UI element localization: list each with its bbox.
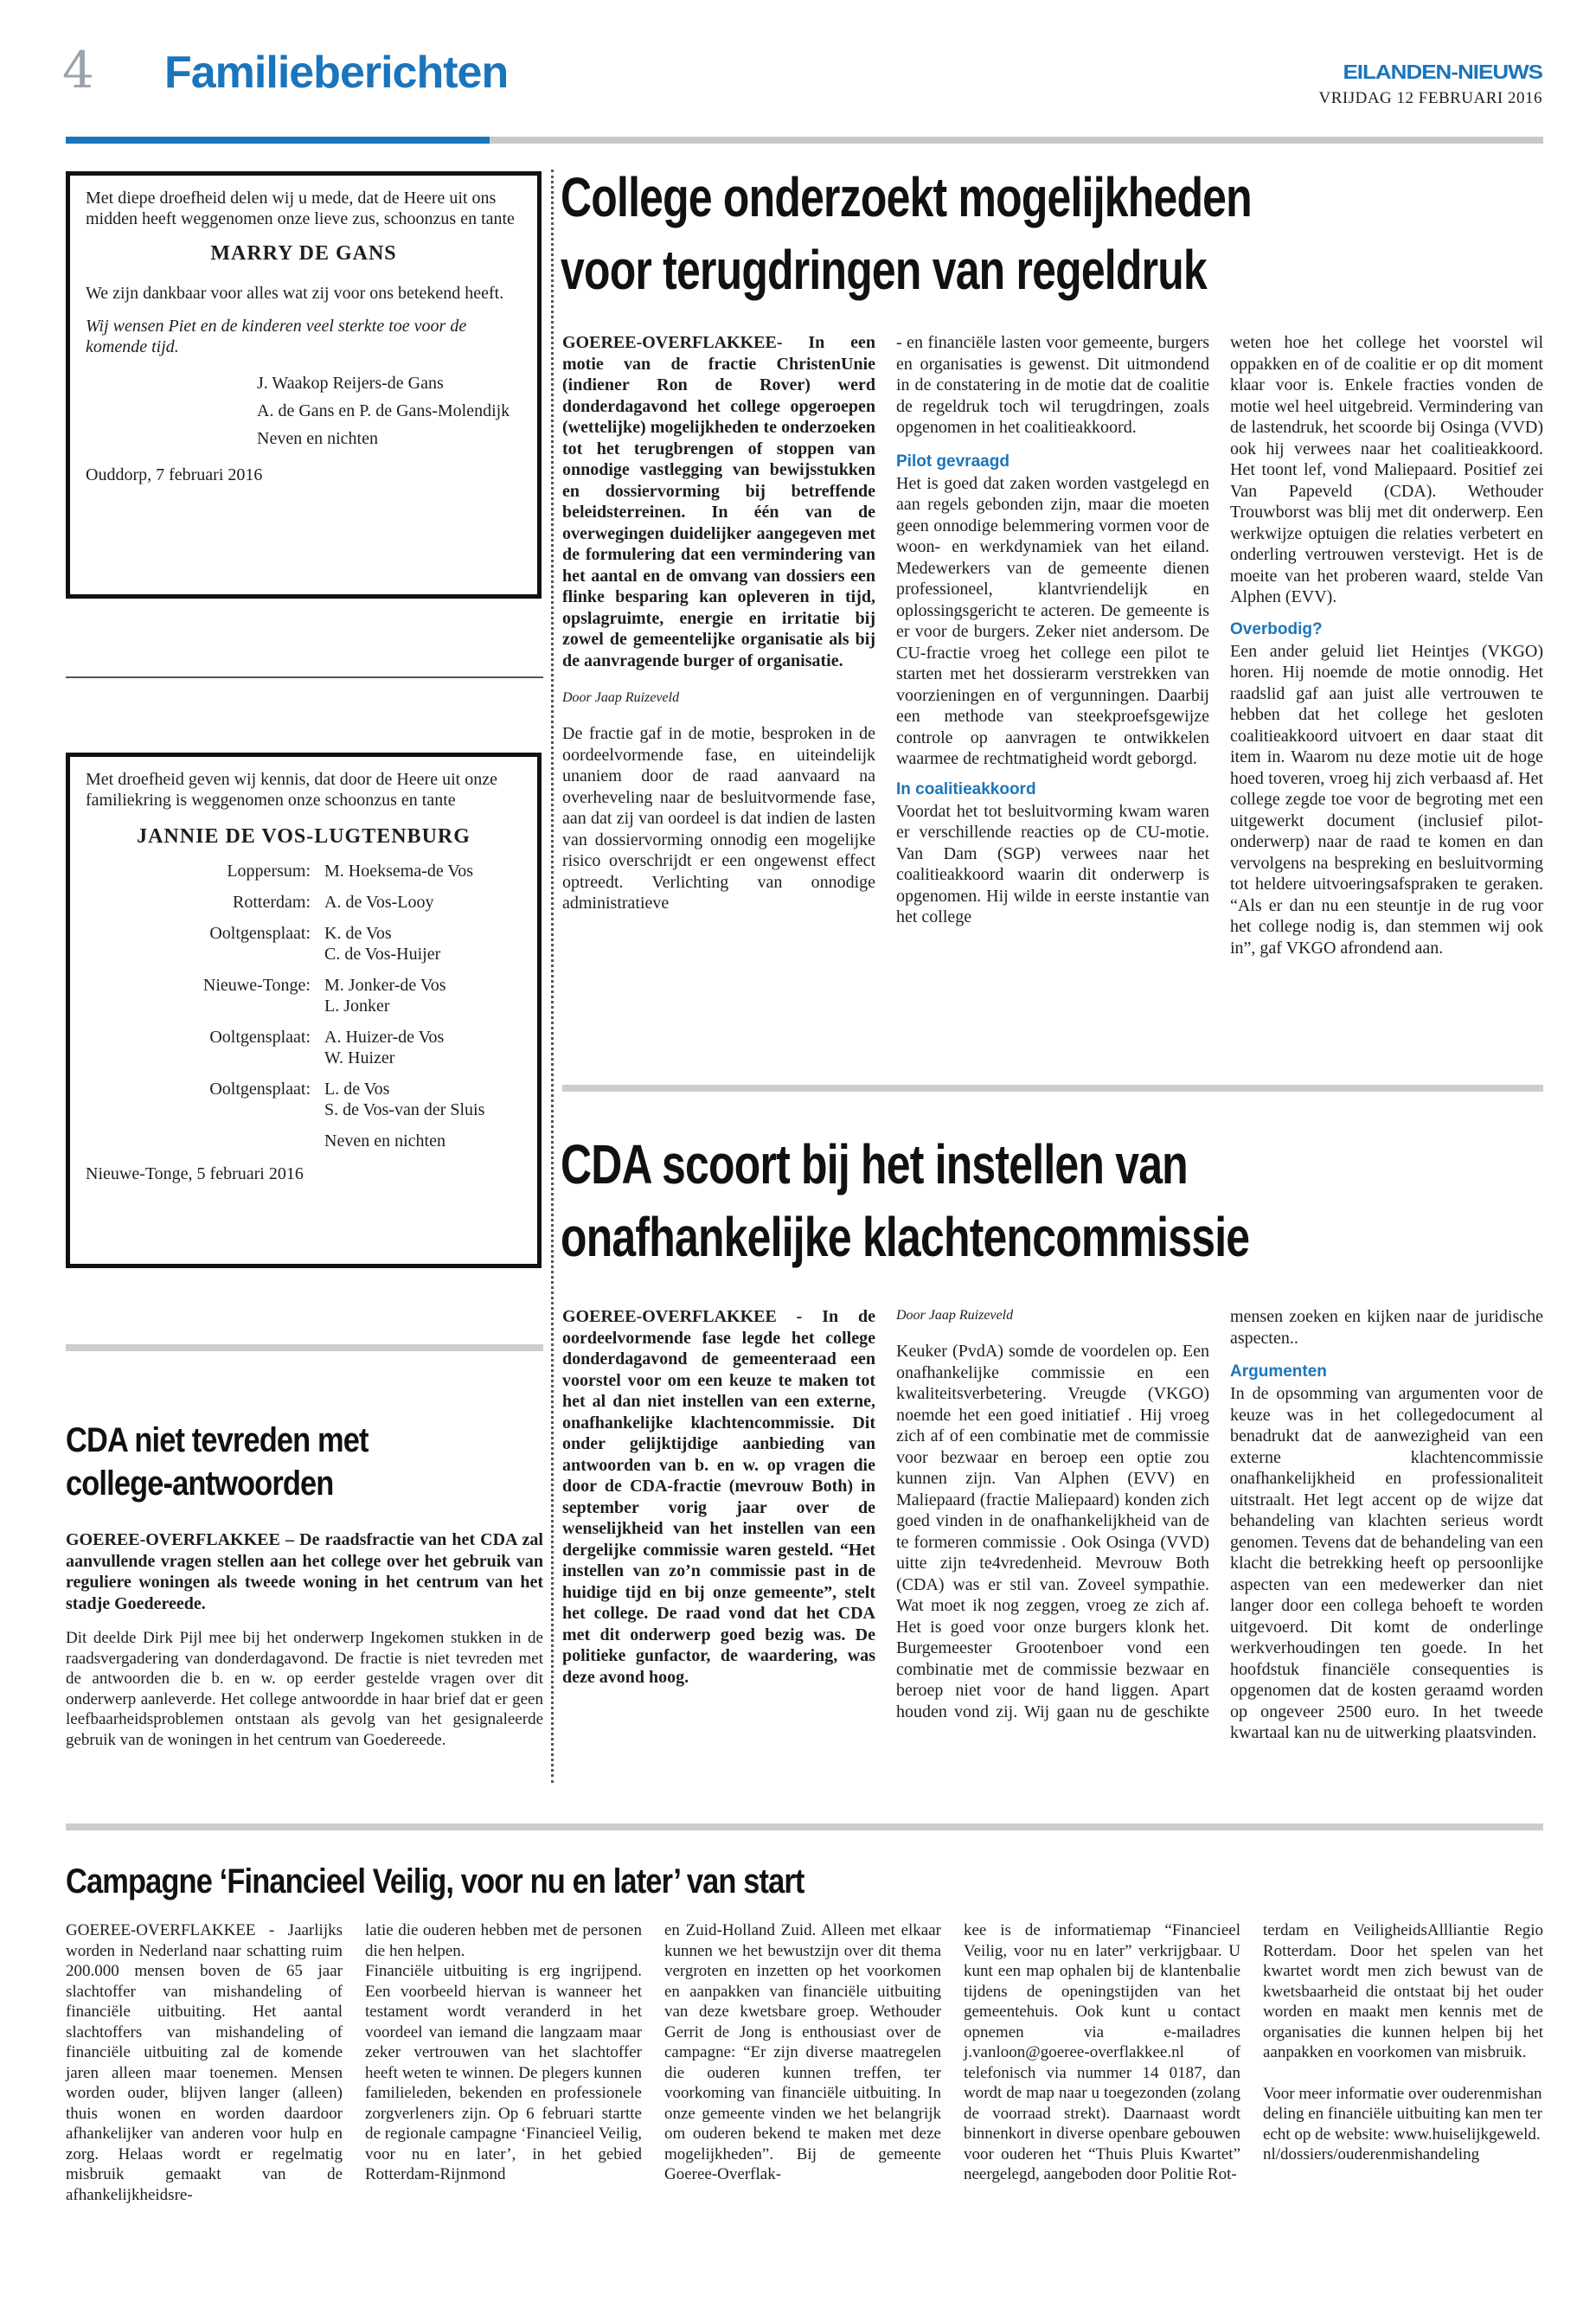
notice-intro: Met diepe droefheid delen wij u mede, dat de Heere uit ons midden heeft weggenomen onze lieve zus, schoonzus en tante xyxy=(86,189,515,228)
headline-line: onafhankelijke klachtencommissie xyxy=(561,1206,1250,1268)
article-lead: GOEREE-OVERFLAKKEE – De raadsfractie van het CDA zal aanvullende vragen stellen aan het college over het gebruik van reguliere woningen als tweede woning in het centrum van het stadje Goedereede. xyxy=(66,1530,543,1613)
relative-row xyxy=(86,1079,522,1099)
article-text: latie die ouderen hebben met de personen die hen helpen. xyxy=(365,1921,642,1960)
article-headline: Campagne ‘Financieel Veilig, voor nu en later’ van start xyxy=(66,1862,804,1900)
column-divider xyxy=(551,170,554,1783)
section-title: Familieberichten xyxy=(164,48,509,98)
relative-row xyxy=(86,892,522,913)
article-cda-body xyxy=(66,1529,543,1750)
notice-intro: Met droefheid geven wij kennis, dat door de Heere uit onze familiekring is weggenomen onze schoonzus en tante xyxy=(86,770,497,810)
relative-place xyxy=(86,1099,324,1120)
obituary-notice-1 xyxy=(66,171,542,599)
relative-row xyxy=(86,1099,522,1120)
divider-line xyxy=(66,676,543,678)
article-column xyxy=(365,1920,642,2185)
relative-place xyxy=(86,996,324,1016)
article-column xyxy=(562,332,875,914)
article-headline xyxy=(66,1419,542,1505)
article-text: Financiële uitbuiting is erg ingrijpend. Een voorbeeld hiervan is wanneer het testament wordt veranderd in het voordeel van iemand die langzaam maar zeker vertrouwen van het slachtoffer heeft weten te winnen. De plegers kunnen familieleden, bekenden en professionele zorgverleners zijn. Op 6 februari startte de regionale campagne ‘Financieel Veilig, voor nu en later’, in het gebied Rotterdam-Rijnmond xyxy=(365,1962,642,2183)
relatives-list xyxy=(86,861,522,1151)
relative-place: Nieuwe-Tonge: xyxy=(202,976,311,995)
article-column xyxy=(1230,332,1543,958)
byline: Door Jaap Ruizeveld xyxy=(562,690,680,705)
article-column xyxy=(964,1920,1240,2185)
article-column xyxy=(664,1920,941,2185)
newspaper-logo: EILANDEN-NIEUWS xyxy=(1343,60,1542,84)
article-column xyxy=(66,1920,343,2205)
relative-row xyxy=(86,944,522,965)
relative-place: Loppersum: xyxy=(227,862,311,881)
subheading: Overbodig? xyxy=(1230,619,1323,638)
byline: Door Jaap Ruizeveld xyxy=(896,1308,1014,1323)
relative-names: K. de Vos xyxy=(324,924,392,943)
subheading: Argumenten xyxy=(1230,1362,1327,1381)
relative-names: M. Hoeksema-de Vos xyxy=(324,862,474,881)
subheading: In coalitieakkoord xyxy=(896,779,1036,798)
article-text: en Zuid-Holland Zuid. Alleen met elkaar kunnen we het bewustzijn over dit thema vergroten en inzetten op het voorkomen en aanpakken van financiële uitbuiting van deze kwetsbare groep. Wethouder Gerrit de Jong is enthousiast over de campagne: “Er zijn diverse maatregelen die ouderen kunnen treffen, ter voorkoming van financiële uitbuiting. In onze gemeente vinden we het belangrijk om ouderen bekend te maken met deze mogelijkheden”. Bij de gemeente Goeree-Overflak- xyxy=(664,1921,941,2183)
relative-names: M. Jonker-de Vos xyxy=(324,976,446,995)
signatory: Neven en nichten xyxy=(257,429,378,448)
page-number: 4 xyxy=(62,41,94,99)
relative-names: S. de Vos-van der Sluis xyxy=(324,1100,485,1119)
relative-names: C. de Vos-Huijer xyxy=(324,945,441,964)
relative-row xyxy=(86,923,522,944)
article-rule xyxy=(66,1344,543,1351)
relative-place: Ooltgensplaat: xyxy=(209,1028,311,1047)
article-lead: GOEREE-OVERFLAKKEE - In de oordeelvormende fase legde het college donderdagavond de gemeenteraad een voorstel voor om een keuze te maken tot het al dan niet instellen van een externe, onafhankelijke klachtencommissie. Dit onder gelijktijdige aanbieding van antwoorden van b. en w. op vragen die door de CDA-fractie (mevrouw Both) in september vorig jaar over de wenselijkheid van het instellen van een dergelijke commissie waren gesteld. “Het instellen van zo’n commissie past in de huidige tijd en bij onze gemeente”, stelt het college. De raad vond dat het CDA met dit onderwerp goed bezig was. De politieke gunfactor, de waardering, was deze avond hoog. xyxy=(562,1307,875,1687)
article-text: De fractie gaf in de motie, besproken in de oordeelvormende fase, en uiteindelijk unaniem door de raad aanvaard na overheveling naar de besluitvormende fase, aan dat zij van oordeel is dat indien de lasten van dossiervorming onnodig een mogelijke risico overschrijdt er een ongewenst effect optreedt. Verlichting van onnodige administratieve xyxy=(562,724,875,913)
headline-line: CDA niet tevreden met xyxy=(66,1421,369,1459)
article-headline xyxy=(561,161,1559,306)
article-column xyxy=(896,332,1209,928)
article-column xyxy=(1263,1920,1543,2165)
signatory: J. Waakop Reijers-de Gans xyxy=(257,374,444,393)
headline-line: CDA scoort bij het instellen van xyxy=(561,1133,1188,1195)
article-text: weten hoe het college het voorstel wil oppakken en of de coalitie er op dit moment klaar voor is. Enkele fracties vonden de motie wel heel uitgebreid. Vermindering van de lastendruk, het scoorde bij Osinga (VVD) ook hij verwees naar het coalitieakkoord. Het toont lef, vond Maliepaard. Positief zei Van Papeveld (CDA). Wethouder Trouwborst was blij met dit onderwerp. Een werkwijze optuigen die relaties verbetert en onderling vertrouwen verstevigt. Het is de moeite van het proberen waard, stelde Van Alphen (EVV). xyxy=(1230,333,1543,606)
relative-names: L. de Vos xyxy=(324,1080,390,1099)
article-text: In de opsomming van argumenten voor de keuze was in het collegedocument al benadrukt dat de aanwezigheid van een externe klachtencommissie onafhankelijkheid en professionaliteit uitstraalt. Het legt accent op de wijze dat behandeling van klachten serieus wordt genomen. Tevens dat de behandeling van een klacht die betrekking heeft op persoonlijke aspecten van een medewerker dan niet langer door een collega behoeft te worden uitgevoerd. Dit komt de onderlinge werkverhoudingen ten goede. In het hoofdstuk financiële consequenties is opgenomen dat de kosten geraamd worden op ongeveer 2500 euro. In het tweede kwartaal kan nu de uitwerking plaatsvinden. xyxy=(1230,1384,1543,1742)
headline-line: voor terugdringen van regeldruk xyxy=(561,239,1207,301)
article-text: GOEREE-OVERFLAKKEE - Jaarlijks worden in Nederland naar schatting ruim 200.000 mensen boven de 65 jaar slachtoffer van mishandeling of financiële uitbuiting. Het aantal slachtoffers van mishandeling of financiële uitbuiting zal de komende jaren alleen maar toenemen. Mensen worden ouder, blijven langer (alleen) thuis wonen en worden daardoor afhankelijker van anderen voor hulp en zorg. Helaas wordt er regelmatig misbruik gemaakt van de afhankelijkheidsre- xyxy=(66,1921,343,2204)
relative-row xyxy=(86,1027,522,1048)
relative-place xyxy=(86,944,324,965)
headline-line: College onderzoekt mogelijkheden xyxy=(561,166,1252,228)
relative-row xyxy=(86,975,522,996)
article-text: Keuker (PvdA) somde de voordelen op. Een onafhankelijke commissie en een kwaliteitsverbetering. Vreugde (VKGO) noemde het een goed initiatief . Hij vroeg zich af of een combinatie met de commissie voor bezwaar en beroep een optie zou kunnen zijn. Van Alphen (EVV) en Maliepaard (fractie Maliepaard) konden zich goed vinden in de onafhankelijkheid van de te formeren commissie . Ook Osinga (VVD) uitte zijn te4vredenheid. Mevrouw Both (CDA) was er stil van. Zoveel sympathie. Wat moet ik nog zeggen, vroeg ze zich af. Het is goed voor onze burgers klonk het. Burgemeester Grootenboer vond een combinatie met de commissie bezwaar en beroep niet voor de hand liggen. Apart houden vond zij. Wij gaan nu de geschikte mensen zoeken en kijken naar de juridische aspecten.. xyxy=(896,1307,1543,1721)
relative-names: L. Jonker xyxy=(324,997,390,1016)
obituary-notice-2 xyxy=(66,753,542,1268)
relative-place: Rotterdam: xyxy=(233,893,311,912)
section-rule-gray xyxy=(490,137,1543,144)
article-columns xyxy=(896,1306,1543,1744)
article-text: terdam en VeiligheidsAllliantie Regio Rotterdam. Door het spelen van het kwartet wordt men zich bewust van de kwetsbaarheid die ontstaat bij het ouder worden en maakt men kennis met de organisaties die kunnen helpen bij het aanpakken en voorkomen van misbruik. xyxy=(1263,1921,1543,2061)
relative-place xyxy=(86,1131,324,1151)
subheading: Pilot gevraagd xyxy=(896,452,1010,471)
article-text: - en financiële lasten voor gemeente, burgers en organisaties is gewenst. Dit uitmondend in de constatering in de motie dat de coalitie de regeldruk toch wil terugdringen, zoals opgenomen in het coalitieakkoord. xyxy=(896,333,1209,437)
signatory: A. de Gans en P. de Gans-Molendijk xyxy=(257,401,510,420)
article-rule xyxy=(562,1085,1543,1092)
deceased-name: MARRY DE GANS xyxy=(210,242,397,265)
article-lead: GOEREE-OVERFLAKKEE- In een motie van de fractie ChristenUnie (indiener Ron de Rover) werd donderdagavond het college opgeroepen (wettelijke) mogelijkheden te onderzoeken tot het terugbrengen of stoppen van onnodige vastlegging van bewijsstukken en dossiervorming bij betreffende beleidsterreinen. In één van de overwegingen duidelijker aangegeven met de formulering dat een vermindering van het aantal en de omvang van dossiers een flinke besparing kan opleveren in tijd, opslagruimte, energie en irritatie bij zowel de gemeentelijke organisatie als bij de aanvragende burger of organisatie. xyxy=(562,333,875,670)
relative-place xyxy=(86,1048,324,1068)
deceased-name: JANNIE DE VOS-LUGTENBURG xyxy=(137,825,471,848)
relative-row xyxy=(86,1048,522,1068)
relative-row xyxy=(86,1131,522,1151)
article-rule xyxy=(66,1823,1543,1830)
notice-wish: Wij wensen Piet en de kinderen veel sterkte toe voor de komende tijd. xyxy=(86,317,467,356)
article-text: Voordat het tot besluitvorming kwam waren er verschillende reacties op de CU-motie. Van Dam (SGP) verwees naar het coalitieakkoord waarin dit onderwerp is opgenomen. Hij wilde in eerste instantie van het college xyxy=(896,801,1209,926)
article-text: Een ander geluid liet Heintjes (VKGO) horen. Hij noemde de motie onnodig. Het raadslid gaf aan juist alle vertrouwen te hebben dat het college het gesloten coalitieakkoord uitvoert en daar staat dit item in. Waarom nu deze motie uit de hoge hoed toveren, vroeg hij zich verbaasd af. Het college zegde toe voor de begroting met een uitgewerkt document (inclusief pilot-onderwerp) naar de raad te komen en dan vervolgens na bespreking en besluitvorming tot heldere uitvoeringsafspraken te geraken. “Als er dan nu een steuntje in de rug voor het college nodig is, dan stemmen wij ook in”, gaf VKGO afrondend aan. xyxy=(1230,641,1543,958)
article-headline xyxy=(561,1128,1559,1273)
relative-names: A. Huizer-de Vos xyxy=(324,1028,445,1047)
section-rule-blue xyxy=(66,137,490,144)
relative-names: W. Huizer xyxy=(324,1048,395,1067)
relative-row xyxy=(86,996,522,1016)
relative-names: Neven en nichten xyxy=(324,1131,445,1150)
article-text: Voor meer informatie over ouderenmishandeling en financiële uitbuiting kan men terecht op de website: www.huiselijkgeweld.nl/dossiers/ouderenmishandeling xyxy=(1263,2084,1542,2163)
article-column xyxy=(562,1306,875,1688)
relative-place: Ooltgensplaat: xyxy=(209,1080,311,1099)
headline-line: college-antwoorden xyxy=(66,1465,334,1503)
relative-place: Ooltgensplaat: xyxy=(209,924,311,943)
article-text: Dit deelde Dirk Pijl mee bij het onderwerp Ingekomen stukken in de raadsvergadering van donderdagavond. De fractie is niet tevreden met de antwoorden die b. en w. op eerder gestelde vragen over dit onderwerp aanleverde. Het college antwoordde in haar brief dat er geen leefbaarheidsproblemen ontstaan als gevolg van het gesignaleerde gebruik van de woningen in het centrum van Goedereede. xyxy=(66,1629,543,1749)
notice-thanks: We zijn dankbaar voor alles wat zij voor ons betekend heeft. xyxy=(86,284,504,303)
relative-names: A. de Vos-Looy xyxy=(324,893,434,912)
article-text: Het is goed dat zaken worden vastgelegd en aan regels gebonden zijn, maar die moeten geen onnodige belemmering vormen voor de woon- en werkdynamiek van het eiland. Medewerkers van de gemeente dienen professioneel, klantvriendelijk en oplossingsgericht te acteren. De gemeente is er voor de burgers. Zeker niet andersom. De CU-fractie vroeg het college een pilot te starten met het dossierarm verstrekken van voorzieningen en of vergunningen. Daarbij een methode van steekproefsgewijze controle op aanvragen te ontwikkelen waarmee de rechtmatigheid wordt geborgd. xyxy=(896,473,1209,768)
relative-row xyxy=(86,861,522,881)
notice-place-date: Nieuwe-Tonge, 5 februari 2016 xyxy=(86,1164,304,1183)
article-text: kee is de informatiemap “Financieel Veilig, voor nu en later” verkrijgbaar. U kunt een map ophalen bij de klantenbalie tijdens de openingstijden van het gemeentehuis. Ook kunt u contact opnemen via e-mailadres j.vanloon@goeree-overflakkee.nl of telefonisch via nummer 14 0187, dan wordt de map naar u toegezonden (zolang de voorraad strekt). Daarnaast wordt binnenkort in diverse openbare gebouwen voor ouderen het “Thuis Pluis Kwartet” neergelegd, aangeboden door Politie Rot- xyxy=(964,1921,1240,2183)
issue-date: VRIJDAG 12 FEBRUARI 2016 xyxy=(1318,89,1542,107)
notice-place-date: Ouddorp, 7 februari 2016 xyxy=(86,465,263,484)
